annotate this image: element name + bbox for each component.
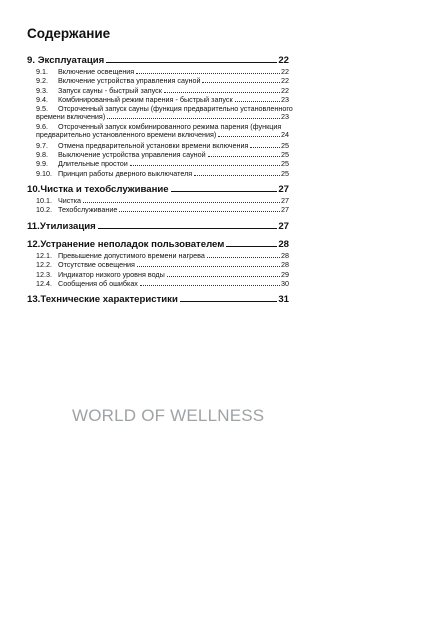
toc-item[interactable]: 9.5. Отсроченный запуск сауны (функция предварительно установленного времени включения) 23 bbox=[36, 103, 293, 122]
toc-section-heading[interactable]: 11.Утилизация 27 bbox=[27, 220, 289, 232]
toc-section-heading[interactable]: 10.Чистка и техобслуживание 27 bbox=[27, 184, 289, 196]
toc-item[interactable]: 9.4. Комбинированный режим парения - быстрый запуск 23 bbox=[36, 95, 289, 105]
toc-item[interactable]: 10.1. Чистка 27 bbox=[36, 196, 289, 206]
toc-section-10 bbox=[27, 184, 289, 215]
toc-item[interactable]: 9.2. Включение устройства управления сауной 22 bbox=[36, 76, 289, 86]
page-number: 31 bbox=[278, 294, 289, 306]
page-title: Содержание bbox=[27, 26, 111, 41]
toc-item[interactable]: 12.3. Индикатор низкого уровня воды 29 bbox=[36, 269, 289, 279]
toc-section-13 bbox=[27, 294, 289, 306]
toc-section-heading[interactable]: 12.Устранение неполадок пользователем 28 bbox=[27, 238, 289, 250]
toc-section-heading[interactable]: 9. Эксплуатация 22 bbox=[27, 55, 289, 66]
page-number: 27 bbox=[278, 184, 289, 196]
toc-section-11 bbox=[27, 221, 289, 233]
toc-section-12 bbox=[27, 239, 289, 289]
toc-item[interactable]: 12.4. Сообщения об ошибках 30 bbox=[36, 279, 289, 289]
page-number: 27 bbox=[278, 220, 289, 232]
page-number: 28 bbox=[278, 238, 289, 250]
toc-item[interactable]: 9.8. Выключение устройства управления сауной 25 bbox=[36, 149, 289, 159]
brand-logo-text: WORLD OF WELLNESS bbox=[72, 406, 265, 425]
toc-item[interactable]: 12.2. Отсутствие освещения 28 bbox=[36, 260, 289, 270]
page-number: 22 bbox=[278, 55, 289, 66]
toc-item[interactable]: 9.9. Длительные простои 25 bbox=[36, 159, 289, 169]
toc-item[interactable]: 9.1. Включение освещения 22 bbox=[36, 67, 289, 76]
toc-item[interactable]: 10.2. Техобслуживание 27 bbox=[36, 205, 289, 215]
toc-item[interactable]: 9.10. Принцип работы дверного выключателя 25 bbox=[36, 168, 289, 178]
toc-section-9 bbox=[27, 55, 293, 178]
toc-item[interactable]: 9.6. Отсроченный запуск комбинированного режима парения (функция предварительно установленного времени включения) 24 bbox=[36, 121, 289, 140]
table-of-contents bbox=[27, 55, 293, 312]
toc-item[interactable]: 9.7. Отмена предварительной установки времени включения 25 bbox=[36, 140, 289, 150]
toc-item[interactable]: 12.1. Превышение допустимого времени нагрева 28 bbox=[36, 250, 289, 260]
toc-item[interactable]: 9.3. Запуск сауны - быстрый запуск 22 bbox=[36, 85, 289, 95]
toc-section-heading[interactable]: 13.Технические характеристики 31 bbox=[27, 294, 289, 306]
